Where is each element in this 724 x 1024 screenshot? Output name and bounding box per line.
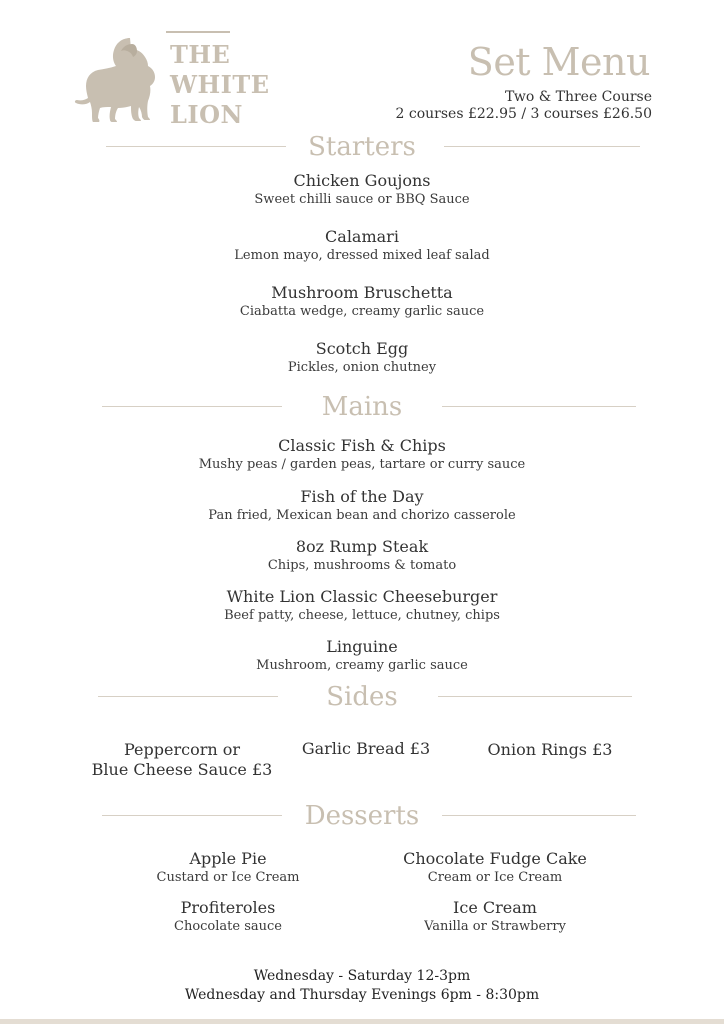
brand-name [170,40,290,130]
menu-item [0,487,724,525]
item-desc: Ciabatta wedge, creamy garlic sauce [239,304,485,319]
item-name: Fish of the Day [300,487,424,506]
item-name: Classic Fish & Chips [278,436,446,455]
side-line: Peppercorn or [123,740,241,759]
item-name: Linguine [326,637,398,656]
menu-item [0,537,724,575]
menu-item [130,898,326,936]
hours-line-1: Wednesday - Saturday 12-3pm [253,968,471,984]
menu-item [0,171,724,209]
item-desc: Cream or Ice Cream [427,870,563,885]
menu-subtitle: Two & Three Course [505,89,652,105]
side-item [90,740,274,780]
section-mains [0,392,724,422]
logo-divider [166,31,230,33]
side-item [286,739,446,759]
section-sides [0,682,724,712]
section-desserts [0,801,724,831]
item-name: Scotch Egg [315,339,409,358]
lion-icon [68,32,164,128]
section-title: Sides [326,682,398,712]
side-line: Blue Cheese Sauce £3 [91,760,273,779]
menu-item [390,898,600,936]
brand-line-3: LION [170,100,243,129]
item-desc: Vanilla or Strawberry [424,919,566,934]
menu-pricing: 2 courses £22.95 / 3 courses £26.50 [395,106,652,122]
brand-line-1: THE [170,40,231,69]
item-name: Chocolate Fudge Cake [403,849,587,868]
item-desc: Lemon mayo, dressed mixed leaf salad [234,248,490,263]
section-title: Starters [308,132,416,162]
section-starters [0,132,724,162]
item-name: White Lion Classic Cheeseburger [226,587,498,606]
section-title: Desserts [304,801,420,831]
item-name: Chicken Goujons [293,171,431,190]
menu-item [0,436,724,474]
side-line: Onion Rings £3 [487,740,613,759]
item-desc: Mushy peas / garden peas, tartare or curry sauce [198,457,526,472]
hours-line-2: Wednesday and Thursday Evenings 6pm - 8:30pm [184,987,540,1003]
item-desc: Mushroom, creamy garlic sauce [256,658,468,673]
brand-line-2: WHITE [170,70,270,99]
menu-item [130,849,326,887]
item-desc: Chips, mushrooms & tomato [267,558,457,573]
menu-item [0,339,724,377]
menu-item [0,283,724,321]
menu-item [0,587,724,625]
item-name: 8oz Rump Steak [295,537,429,556]
opening-hours [0,967,724,1005]
item-desc: Beef patty, cheese, lettuce, chutney, chips [224,608,500,623]
side-line: Garlic Bread £3 [301,739,431,758]
item-name: Profiteroles [180,898,276,917]
item-name: Mushroom Bruschetta [271,283,453,302]
item-name: Calamari [325,227,399,246]
item-name: Ice Cream [453,898,537,917]
item-desc: Custard or Ice Cream [156,870,300,885]
section-title: Mains [321,392,403,422]
page-title: Set Menu [467,40,650,84]
menu-item [0,637,724,675]
bottom-border [0,1019,724,1024]
item-desc: Sweet chilli sauce or BBQ Sauce [254,192,470,207]
item-desc: Pan fried, Mexican bean and chorizo casserole [208,508,516,523]
menu-item [0,227,724,265]
item-name: Apple Pie [189,849,267,868]
item-desc: Pickles, onion chutney [287,360,437,375]
item-desc: Chocolate sauce [174,919,282,934]
menu-item [390,849,600,887]
side-item [470,740,630,760]
